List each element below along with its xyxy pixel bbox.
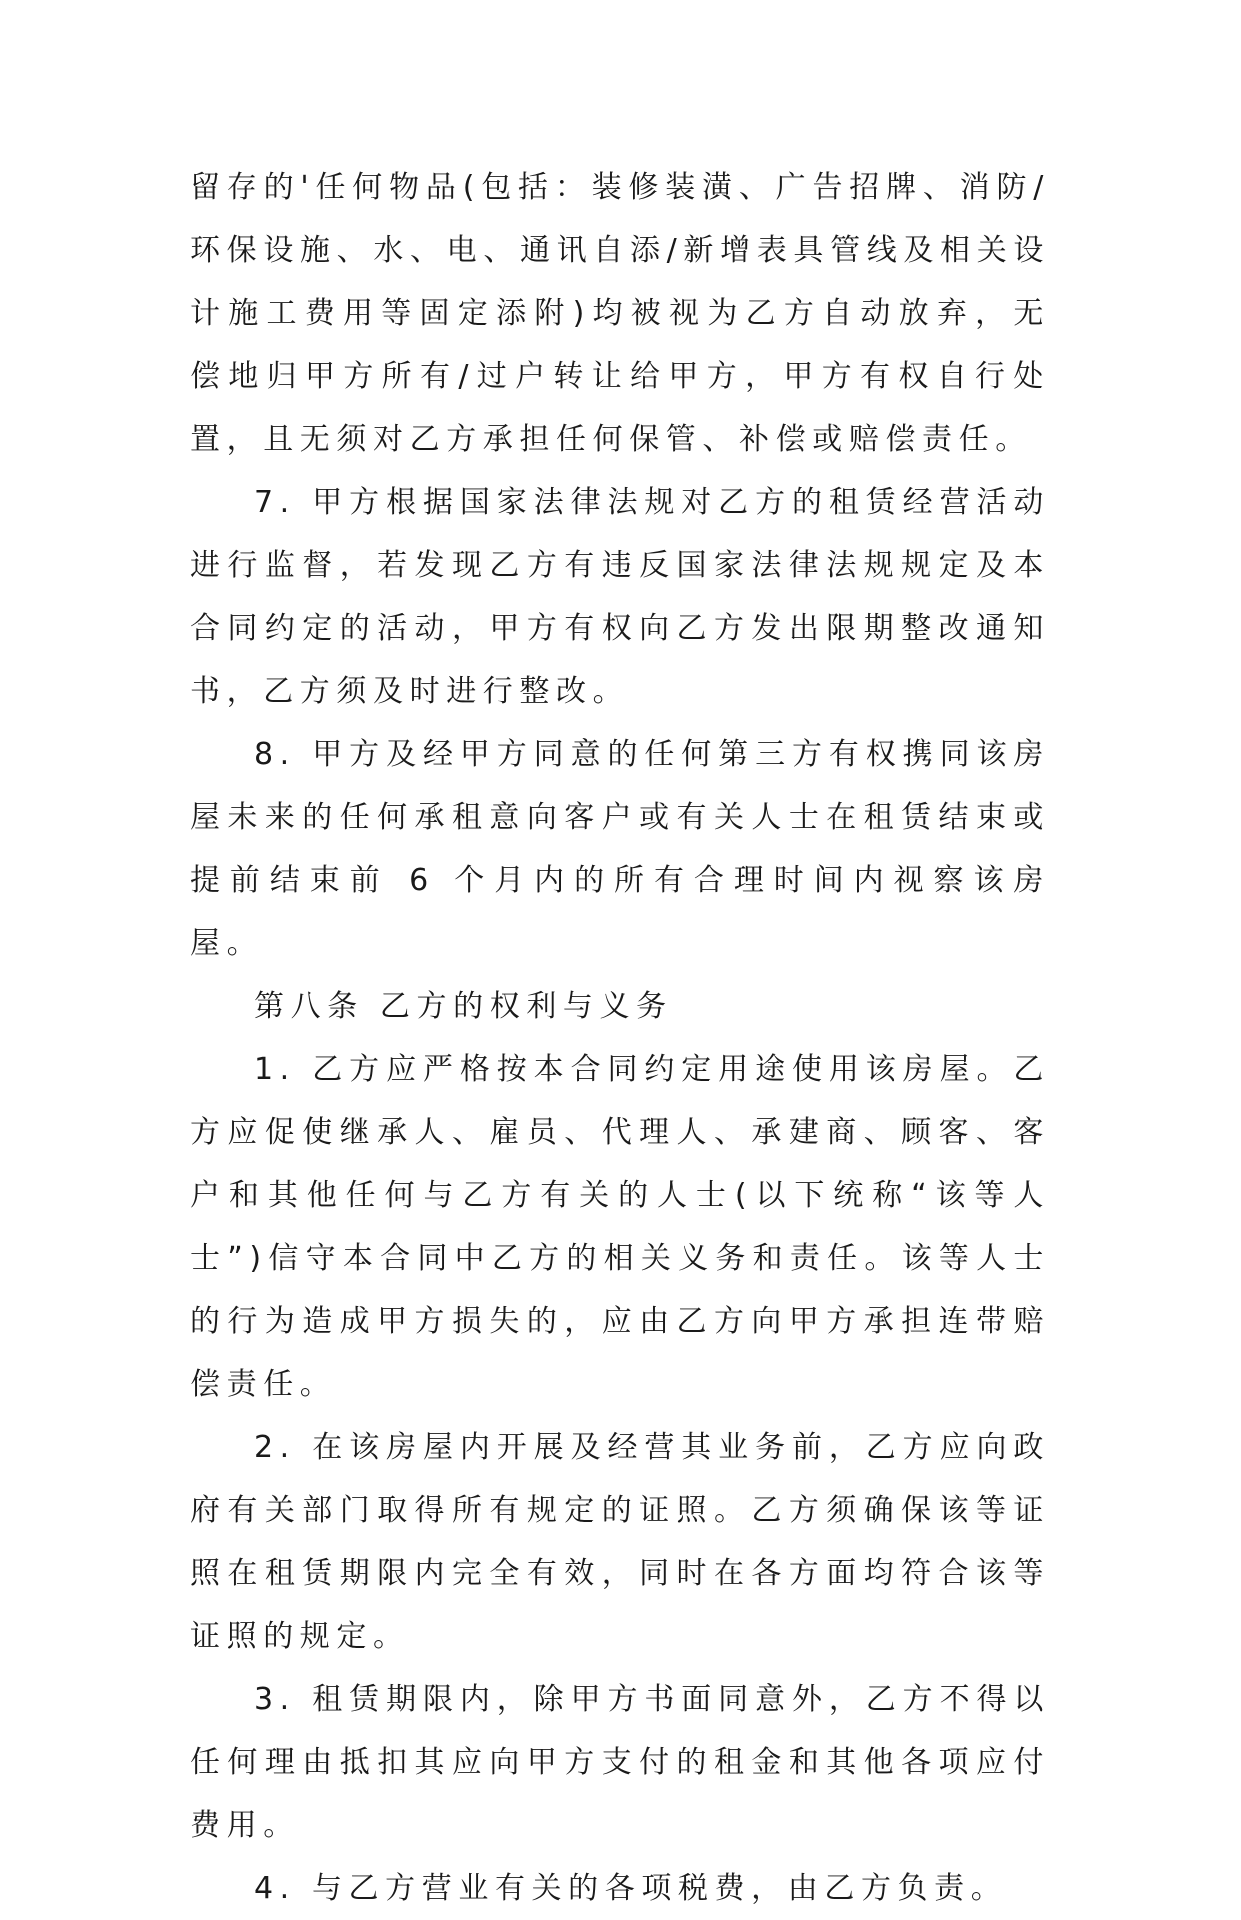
paragraph-item-7: 7. 甲方根据国家法律法规对乙方的租赁经营活动进行监督，若发现乙方有违反国家法律法规规定及本合同约定的活动，甲方有权向乙方发出限期整改通知书，乙方须及时进行整改。 [190,485,1050,709]
section-heading-article-8: 第八条 乙方的权利与义务 [254,989,673,1024]
paragraph-continuation: 留存的'任何物品(包括：装修装潢、广告招牌、消防/环保设施、水、电、通讯自添/新增表具管线及相关设计施工费用等固定添附)均被视为乙方自动放弃，无偿地归甲方所有/过户转让给甲方，甲方有权自行处置，且无须对乙方承担任何保管、补偿或赔偿责任。 [190,170,1050,457]
paragraph-item-3: 3. 租赁期限内，除甲方书面同意外，乙方不得以任何理由抵扣其应向甲方支付的租金和其他各项应付费用。 [190,1682,1050,1843]
document-body [190,156,1050,1920]
paragraph-item-2: 2. 在该房屋内开展及经营其业务前，乙方应向政府有关部门取得所有规定的证照。乙方须确保该等证照在租赁期限内完全有效，同时在各方面均符合该等证照的规定。 [190,1430,1050,1654]
paragraph-item-1: 1. 乙方应严格按本合同约定用途使用该房屋。乙方应促使继承人、雇员、代理人、承建商、顾客、客户和其他任何与乙方有关的人士(以下统称“该等人士”)信守本合同中乙方的相关义务和责任。该等人士的行为造成甲方损失的，应由乙方向甲方承担连带赔偿责任。 [190,1052,1050,1402]
paragraph-item-4: 4. 与乙方营业有关的各项税费，由乙方负责。 [254,1871,1008,1906]
paragraph-item-8: 8. 甲方及经甲方同意的任何第三方有权携同该房屋未来的任何承租意向客户或有关人士在租赁结束或提前结束前 6 个月内的所有合理时间内视察该房屋。 [190,737,1050,961]
